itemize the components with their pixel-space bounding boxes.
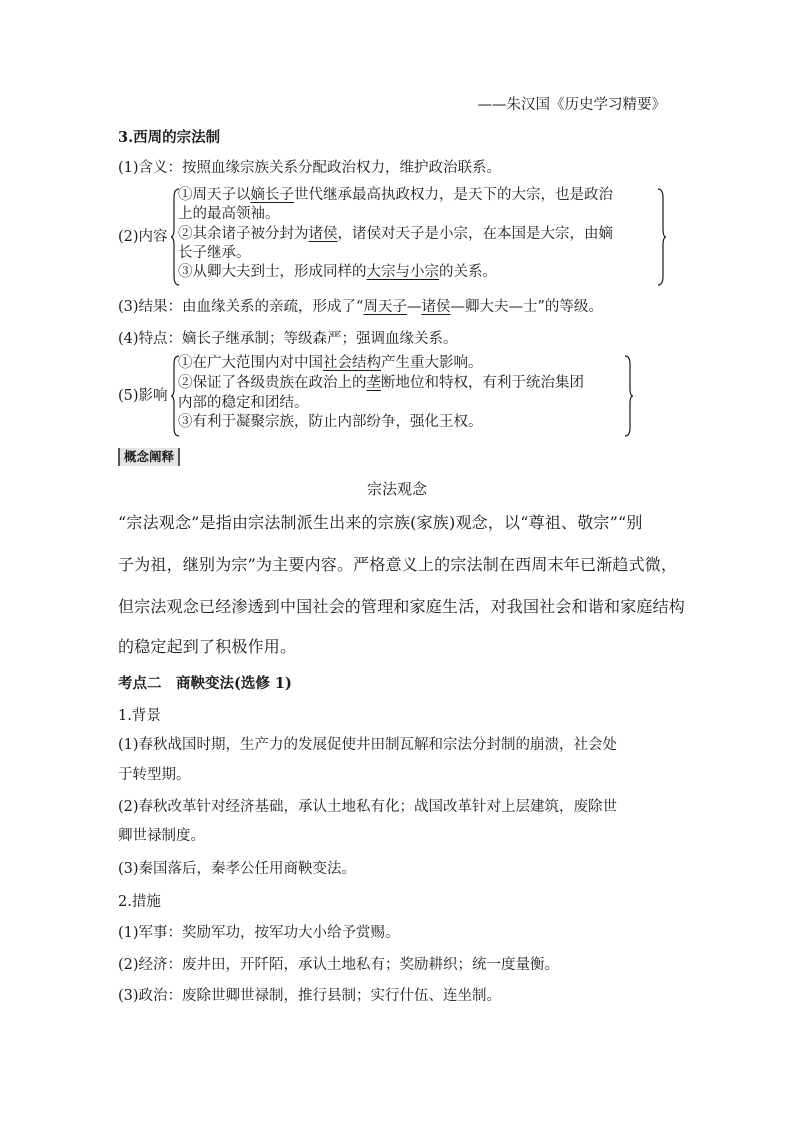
content-item: ③从卿大夫到士，形成同样的大宗与小宗的关系。 [178, 264, 497, 280]
keypoint-title: 考点二 商鞅变法(选修 1) [118, 675, 292, 692]
impact-item: ①在广大范围内对中国社会结构产生重大影响。 [178, 355, 483, 371]
quote-source: ——朱汉国《历史学习精要》 [477, 97, 666, 113]
concept-paragraph-line: 子为祖，继别为宗”为主要内容。严格意义上的宗法制在西周末年已渐趋式微， [118, 555, 678, 574]
content-item: ②其余诸子被分封为诸侯，诸侯对天子是小宗，在本国是大宗，由嫡 [178, 226, 613, 242]
content-item: 长子继承。 [178, 245, 251, 261]
content-item: ①周天子以嫡长子世代继承最高执政权力，是天下的大宗，也是政治 [178, 187, 613, 203]
concept-title: 宗法观念 [366, 480, 427, 498]
section-title: 3.西周的宗法制 [118, 129, 221, 146]
right-brace-icon [656, 188, 666, 286]
background-item: 卿世禄制度。 [118, 828, 205, 844]
impact-item: 内部的稳定和团结。 [178, 395, 309, 411]
background-item: (3)秦国落后，秦孝公任用商鞅变法。 [118, 861, 357, 877]
measures-title: 2.措施 [118, 894, 161, 910]
concept-paragraph-line: 但宗法观念已经渗透到中国社会的管理和家庭生活，对我国社会和谐和家庭结构 [118, 597, 686, 616]
result-line: (3)结果：由血缘关系的亲疏，形成了“周天子—诸侯—卿大夫—士”的等级。 [118, 299, 603, 315]
content-label: (2)内容 [118, 229, 168, 245]
impact-item: ③有利于凝聚宗族，防止内部纷争，强化王权。 [178, 414, 483, 430]
measure-item: (1)军事：奖励军功，按军功大小给予赏赐。 [118, 925, 400, 941]
background-item: 于转型期。 [118, 767, 191, 783]
concept-paragraph-line: “宗法观念”是指由宗法制派生出来的宗族(家族)观念，以“尊祖、敬宗”“别 [118, 513, 643, 532]
impact-label: (5)影响 [118, 388, 168, 404]
impact-item: ②保证了各级贵族在政治上的垄断地位和特权，有利于统治集团 [178, 375, 584, 391]
concept-paragraph-line: 的稳定起到了积极作用。 [118, 637, 297, 656]
concept-tag: 概念阐释 [118, 448, 180, 466]
background-item: (2)春秋改革针对经济基础，承认土地私有化；战国改革针对上层建筑，废除世 [118, 799, 618, 815]
background-title: 1.背景 [118, 708, 161, 724]
measure-item: (2)经济：废井田，开阡陌，承认土地私有；奖励耕织；统一度量衡。 [118, 957, 560, 973]
measure-item: (3)政治：废除世卿世禄制，推行县制；实行什伍、连坐制。 [118, 988, 502, 1004]
meaning-line: (1)含义：按照血缘宗族关系分配政治权力，维护政治联系。 [118, 160, 502, 176]
feature-line: (4)特点：嫡长子继承制；等级森严；强调血缘关系。 [118, 331, 458, 347]
content-item: 上的最高领袖。 [178, 206, 280, 222]
background-item: (1)春秋战国时期，生产力的发展促使井田制瓦解和宗法分封制的崩溃，社会处 [118, 737, 618, 753]
right-brace-icon [623, 355, 633, 437]
